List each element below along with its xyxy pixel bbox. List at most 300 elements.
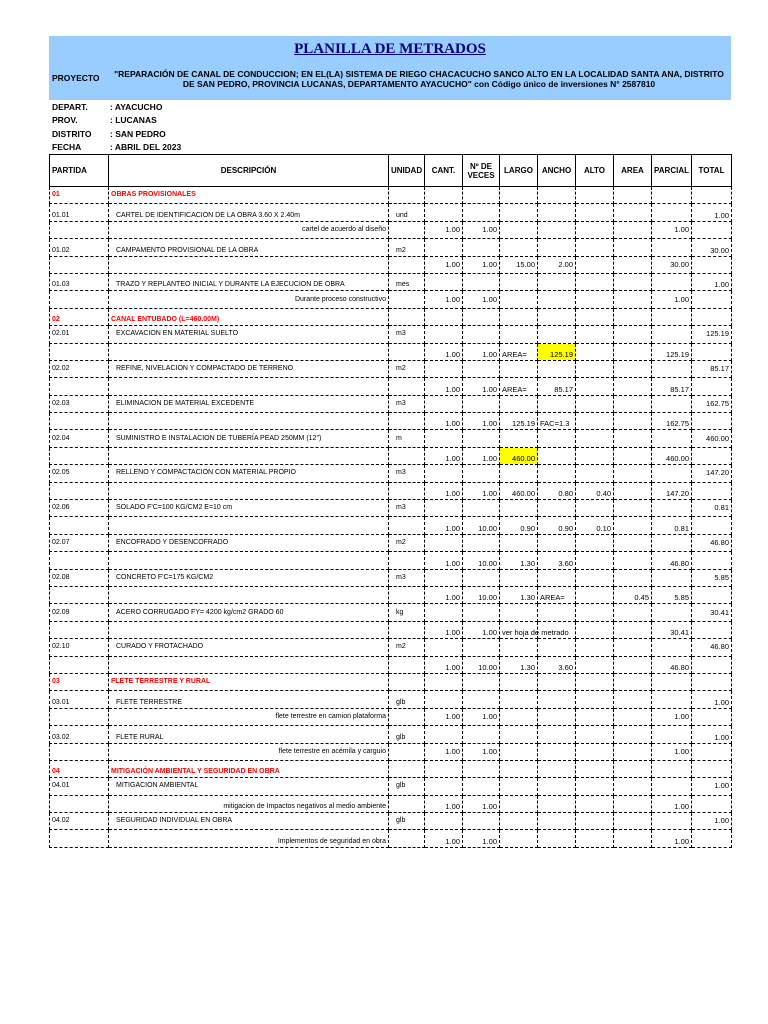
- cell-alto: [576, 447, 614, 464]
- cell-ancho: FAC=1.3: [538, 413, 576, 430]
- cell-total: 30.41: [692, 604, 732, 621]
- cell-veces: 1.00: [463, 708, 500, 725]
- cell-cant: [425, 760, 463, 777]
- cell-partida: [50, 517, 109, 534]
- table-row: [50, 239, 732, 256]
- info-row-departamento: [52, 101, 162, 114]
- cell-cant: [425, 604, 463, 621]
- cell-ancho: 0.80: [538, 482, 576, 499]
- cell-alto: [576, 308, 614, 325]
- cell-parcial: 1.00: [652, 830, 692, 847]
- cell-cant: [425, 726, 463, 743]
- cell-unidad: [389, 708, 425, 725]
- cell-alto: [576, 656, 614, 673]
- cell-ancho: [538, 360, 576, 377]
- cell-descripcion: [109, 586, 389, 603]
- cell-alto: [576, 256, 614, 273]
- cell-cant: [425, 204, 463, 221]
- cell-unidad: kg: [389, 604, 425, 621]
- cell-cant: [425, 465, 463, 482]
- cell-area: [614, 795, 652, 812]
- cell-total: 125.19: [692, 326, 732, 343]
- cell-ancho: 125.19: [538, 343, 576, 360]
- cell-partida: [50, 482, 109, 499]
- cell-area: [614, 430, 652, 447]
- cell-parcial: [652, 187, 692, 204]
- cell-veces: [463, 273, 500, 290]
- cell-alto: [576, 343, 614, 360]
- table-row: [50, 586, 732, 603]
- cell-area: [614, 326, 652, 343]
- cell-descripcion: cartel de acuerdo al diseño: [109, 221, 389, 238]
- cell-ancho: [538, 760, 576, 777]
- cell-veces: 1.00: [463, 621, 500, 638]
- cell-descripcion: [109, 656, 389, 673]
- col-header-descripcion: DESCRIPCIÓN: [109, 155, 389, 187]
- cell-parcial: 1.00: [652, 708, 692, 725]
- cell-ancho: [538, 604, 576, 621]
- table-row: [50, 395, 732, 412]
- cell-veces: [463, 395, 500, 412]
- cell-area: [614, 500, 652, 517]
- cell-veces: [463, 726, 500, 743]
- cell-ancho: 0.90: [538, 517, 576, 534]
- table-row: [50, 256, 732, 273]
- cell-cant: 1.00: [425, 743, 463, 760]
- cell-parcial: 5.85: [652, 586, 692, 603]
- col-header-total: TOTAL: [692, 155, 732, 187]
- cell-unidad: [389, 830, 425, 847]
- cell-parcial: [652, 308, 692, 325]
- cell-alto: 0.40: [576, 482, 614, 499]
- cell-unidad: [389, 656, 425, 673]
- cell-area: [614, 447, 652, 464]
- cell-partida: 02.01: [50, 326, 109, 343]
- cell-alto: [576, 760, 614, 777]
- table-row: [50, 656, 732, 673]
- cell-parcial: 1.00: [652, 743, 692, 760]
- table-row: [50, 604, 732, 621]
- table-row: [50, 378, 732, 395]
- cell-largo: [500, 760, 538, 777]
- table-row: [50, 813, 732, 830]
- cell-total: [692, 760, 732, 777]
- cell-cant: 1.00: [425, 830, 463, 847]
- cell-veces: [463, 500, 500, 517]
- cell-veces: 1.00: [463, 413, 500, 430]
- table-row: [50, 204, 732, 221]
- cell-parcial: 125.19: [652, 343, 692, 360]
- cell-veces: [463, 187, 500, 204]
- cell-parcial: [652, 673, 692, 690]
- cell-largo: 125.19: [500, 413, 538, 430]
- cell-largo: 1.30: [500, 552, 538, 569]
- cell-area: [614, 343, 652, 360]
- cell-largo: [500, 360, 538, 377]
- cell-largo: [500, 673, 538, 690]
- cell-partida: [50, 656, 109, 673]
- cell-cant: [425, 534, 463, 551]
- cell-alto: [576, 360, 614, 377]
- cell-largo: [500, 813, 538, 830]
- cell-cant: [425, 395, 463, 412]
- cell-veces: [463, 673, 500, 690]
- table-row: [50, 221, 732, 238]
- cell-unidad: [389, 291, 425, 308]
- cell-veces: [463, 813, 500, 830]
- cell-parcial: 85.17: [652, 378, 692, 395]
- cell-ancho: 3.60: [538, 656, 576, 673]
- cell-descripcion: [109, 552, 389, 569]
- cell-area: [614, 482, 652, 499]
- cell-cant: 1.00: [425, 517, 463, 534]
- cell-largo: [500, 534, 538, 551]
- cell-alto: [576, 326, 614, 343]
- cell-unidad: m3: [389, 569, 425, 586]
- info-label: PROV.: [52, 115, 78, 125]
- cell-parcial: [652, 760, 692, 777]
- cell-parcial: [652, 534, 692, 551]
- table-row: [50, 500, 732, 517]
- cell-partida: 02.03: [50, 395, 109, 412]
- cell-unidad: m3: [389, 326, 425, 343]
- cell-veces: [463, 465, 500, 482]
- cell-largo: [500, 308, 538, 325]
- cell-total: [692, 830, 732, 847]
- cell-total: [692, 413, 732, 430]
- cell-total: 0.81: [692, 500, 732, 517]
- cell-total: [692, 621, 732, 638]
- cell-area: [614, 187, 652, 204]
- cell-total: [692, 291, 732, 308]
- cell-unidad: [389, 673, 425, 690]
- cell-partida: [50, 586, 109, 603]
- project-label: PROYECTO: [52, 73, 100, 83]
- cell-largo: AREA=: [500, 343, 538, 360]
- cell-largo: [500, 239, 538, 256]
- cell-total: [692, 378, 732, 395]
- cell-alto: [576, 413, 614, 430]
- cell-alto: [576, 673, 614, 690]
- cell-ancho: [538, 291, 576, 308]
- cell-partida: 02.04: [50, 430, 109, 447]
- cell-veces: 1.00: [463, 447, 500, 464]
- cell-veces: [463, 778, 500, 795]
- cell-parcial: [652, 204, 692, 221]
- cell-alto: [576, 830, 614, 847]
- table-row: [50, 778, 732, 795]
- cell-largo: 0.90: [500, 517, 538, 534]
- cell-ancho: 2.00: [538, 256, 576, 273]
- cell-area: [614, 743, 652, 760]
- cell-unidad: [389, 621, 425, 638]
- cell-veces: 1.00: [463, 256, 500, 273]
- cell-ancho: [538, 639, 576, 656]
- table-row: [50, 621, 732, 638]
- cell-largo: [500, 778, 538, 795]
- cell-parcial: [652, 569, 692, 586]
- cell-largo: [500, 639, 538, 656]
- cell-total: 1.00: [692, 726, 732, 743]
- header-banner: [49, 36, 731, 100]
- table-row: [50, 830, 732, 847]
- cell-ancho: [538, 708, 576, 725]
- cell-parcial: [652, 326, 692, 343]
- cell-partida: [50, 447, 109, 464]
- cell-descripcion: FLETE TERRESTRE: [109, 691, 389, 708]
- cell-area: [614, 552, 652, 569]
- cell-unidad: m3: [389, 395, 425, 412]
- cell-veces: [463, 204, 500, 221]
- info-label: FECHA: [52, 142, 82, 152]
- table-row: [50, 273, 732, 290]
- cell-largo: [500, 830, 538, 847]
- cell-unidad: glb: [389, 778, 425, 795]
- cell-descripcion: CARTEL DE IDENTIFICACION DE LA OBRA 3.60 X 2.40m: [109, 204, 389, 221]
- cell-parcial: [652, 360, 692, 377]
- cell-largo: [500, 204, 538, 221]
- info-value: : LUCANAS: [110, 115, 157, 125]
- cell-alto: [576, 639, 614, 656]
- table-row: [50, 517, 732, 534]
- cell-parcial: 30.41: [652, 621, 692, 638]
- cell-veces: 10.00: [463, 656, 500, 673]
- cell-alto: [576, 795, 614, 812]
- cell-ancho: [538, 830, 576, 847]
- cell-cant: 1.00: [425, 378, 463, 395]
- cell-largo: [500, 726, 538, 743]
- cell-descripcion: flete terrestre en acémila y carguio: [109, 743, 389, 760]
- cell-area: [614, 291, 652, 308]
- cell-unidad: [389, 343, 425, 360]
- cell-largo: [500, 221, 538, 238]
- table-row: [50, 430, 732, 447]
- cell-partida: 02.06: [50, 500, 109, 517]
- cell-partida: [50, 830, 109, 847]
- cell-unidad: m2: [389, 360, 425, 377]
- cell-total: [692, 586, 732, 603]
- cell-descripcion: CONCRETO F'C=175 KG/CM2: [109, 569, 389, 586]
- cell-total: 46.80: [692, 534, 732, 551]
- cell-descripcion: ELIMINACION DE MATERIAL EXCEDENTE: [109, 395, 389, 412]
- cell-partida: [50, 743, 109, 760]
- cell-cant: [425, 673, 463, 690]
- cell-ancho: [538, 395, 576, 412]
- cell-area: [614, 656, 652, 673]
- col-header-cant: CANT.: [425, 155, 463, 187]
- cell-alto: [576, 778, 614, 795]
- cell-cant: [425, 813, 463, 830]
- cell-cant: [425, 569, 463, 586]
- table-row: [50, 795, 732, 812]
- cell-unidad: [389, 482, 425, 499]
- cell-total: 30.00: [692, 239, 732, 256]
- cell-veces: 1.00: [463, 795, 500, 812]
- cell-ancho: [538, 743, 576, 760]
- cell-total: [692, 743, 732, 760]
- cell-descripcion: FLETE RURAL: [109, 726, 389, 743]
- cell-area: [614, 830, 652, 847]
- location-info: [49, 100, 731, 154]
- cell-parcial: [652, 465, 692, 482]
- cell-veces: 1.00: [463, 378, 500, 395]
- cell-area: [614, 778, 652, 795]
- cell-ancho: [538, 465, 576, 482]
- cell-ancho: [538, 239, 576, 256]
- cell-area: [614, 256, 652, 273]
- cell-cant: [425, 273, 463, 290]
- cell-unidad: [389, 308, 425, 325]
- cell-partida: 01.02: [50, 239, 109, 256]
- cell-alto: [576, 569, 614, 586]
- cell-cant: 1.00: [425, 447, 463, 464]
- cell-descripcion: [109, 413, 389, 430]
- cell-largo: [500, 500, 538, 517]
- cell-parcial: 1.00: [652, 795, 692, 812]
- cell-alto: [576, 691, 614, 708]
- cell-alto: [576, 708, 614, 725]
- cell-unidad: [389, 447, 425, 464]
- table-row: [50, 552, 732, 569]
- cell-alto: [576, 430, 614, 447]
- info-label: DISTRITO: [52, 129, 92, 139]
- cell-area: [614, 813, 652, 830]
- cell-area: [614, 465, 652, 482]
- cell-unidad: glb: [389, 691, 425, 708]
- cell-veces: 10.00: [463, 586, 500, 603]
- cell-area: [614, 413, 652, 430]
- cell-cant: 1.00: [425, 291, 463, 308]
- table-row: [50, 743, 732, 760]
- cell-alto: [576, 395, 614, 412]
- cell-partida: 01.03: [50, 273, 109, 290]
- cell-unidad: m3: [389, 500, 425, 517]
- cell-area: [614, 604, 652, 621]
- cell-unidad: mes: [389, 273, 425, 290]
- cell-unidad: [389, 552, 425, 569]
- cell-area: [614, 691, 652, 708]
- project-description: "REPARACIÓN DE CANAL DE CONDUCCION; EN EL(LA) SISTEMA DE RIEGO CHACACUCHO SANCO ALTO EN LA LOCALIDAD SANTA ANA, DISTRITO DE SAN PEDRO, PROVINCIA LUCANAS, DEPARTAMENTO AYACUCHO" con Código único de inversiones N° 2587810: [114, 69, 724, 89]
- cell-area: [614, 395, 652, 412]
- cell-alto: [576, 239, 614, 256]
- cell-veces: [463, 308, 500, 325]
- cell-ancho: [538, 430, 576, 447]
- cell-descripcion: CURADO Y FROTACHADO: [109, 639, 389, 656]
- cell-alto: [576, 813, 614, 830]
- cell-unidad: [389, 413, 425, 430]
- cell-largo: [500, 569, 538, 586]
- cell-ancho: AREA=: [538, 586, 576, 603]
- cell-descripcion: SOLADO F'C=100 KG/CM2 E=10 cm: [109, 500, 389, 517]
- cell-alto: [576, 465, 614, 482]
- cell-cant: [425, 326, 463, 343]
- cell-area: [614, 639, 652, 656]
- cell-largo: [500, 743, 538, 760]
- table-row: [50, 413, 732, 430]
- cell-total: [692, 552, 732, 569]
- cell-ancho: [538, 569, 576, 586]
- cell-cant: [425, 239, 463, 256]
- cell-partida: 02.08: [50, 569, 109, 586]
- cell-total: 1.00: [692, 691, 732, 708]
- cell-largo: [500, 273, 538, 290]
- cell-unidad: m: [389, 430, 425, 447]
- cell-partida: 04.01: [50, 778, 109, 795]
- cell-descripcion: MITIGACIÓN AMBIENTAL Y SEGURIDAD EN OBRA: [109, 760, 389, 777]
- info-value: : ABRIL DEL 2023: [110, 142, 182, 152]
- table-row: [50, 691, 732, 708]
- table-row: [50, 673, 732, 690]
- cell-parcial: [652, 500, 692, 517]
- cell-partida: 03.01: [50, 691, 109, 708]
- cell-partida: [50, 621, 109, 638]
- cell-cant: 1.00: [425, 256, 463, 273]
- info-label: DEPART.: [52, 102, 88, 112]
- cell-descripcion: OBRAS PROVISIONALES: [109, 187, 389, 204]
- cell-descripcion: Durante proceso constructivo: [109, 291, 389, 308]
- cell-ancho: [538, 308, 576, 325]
- cell-veces: [463, 569, 500, 586]
- cell-cant: [425, 691, 463, 708]
- cell-descripcion: REFINE, NIVELACION Y COMPACTADO DE TERRENO: [109, 360, 389, 377]
- cell-area: [614, 569, 652, 586]
- cell-veces: [463, 604, 500, 621]
- cell-largo: 1.30: [500, 656, 538, 673]
- cell-descripcion: [109, 482, 389, 499]
- cell-veces: [463, 239, 500, 256]
- cell-total: 460.00: [692, 430, 732, 447]
- col-header-partida: PARTIDA: [50, 155, 109, 187]
- cell-unidad: m2: [389, 639, 425, 656]
- cell-unidad: [389, 517, 425, 534]
- table-row: [50, 726, 732, 743]
- cell-unidad: m2: [389, 534, 425, 551]
- cell-cant: 1.00: [425, 586, 463, 603]
- cell-total: 1.00: [692, 273, 732, 290]
- cell-cant: [425, 187, 463, 204]
- table-row: [50, 760, 732, 777]
- cell-partida: [50, 708, 109, 725]
- cell-unidad: glb: [389, 813, 425, 830]
- cell-cant: 1.00: [425, 221, 463, 238]
- cell-total: [692, 343, 732, 360]
- cell-veces: [463, 639, 500, 656]
- cell-area: [614, 378, 652, 395]
- cell-largo: 1.30: [500, 586, 538, 603]
- cell-alto: [576, 221, 614, 238]
- cell-cant: [425, 430, 463, 447]
- cell-area: [614, 204, 652, 221]
- cell-descripcion: [109, 378, 389, 395]
- cell-alto: [576, 552, 614, 569]
- cell-largo: 15.00: [500, 256, 538, 273]
- cell-alto: [576, 204, 614, 221]
- cell-area: [614, 273, 652, 290]
- cell-parcial: [652, 430, 692, 447]
- cell-ancho: [538, 691, 576, 708]
- cell-total: [692, 308, 732, 325]
- cell-largo: AREA=: [500, 378, 538, 395]
- cell-parcial: [652, 778, 692, 795]
- cell-parcial: [652, 604, 692, 621]
- cell-largo: [500, 187, 538, 204]
- table-row: [50, 360, 732, 377]
- cell-partida: 02.07: [50, 534, 109, 551]
- cell-alto: [576, 273, 614, 290]
- cell-largo: [500, 291, 538, 308]
- cell-area: [614, 239, 652, 256]
- cell-total: [692, 795, 732, 812]
